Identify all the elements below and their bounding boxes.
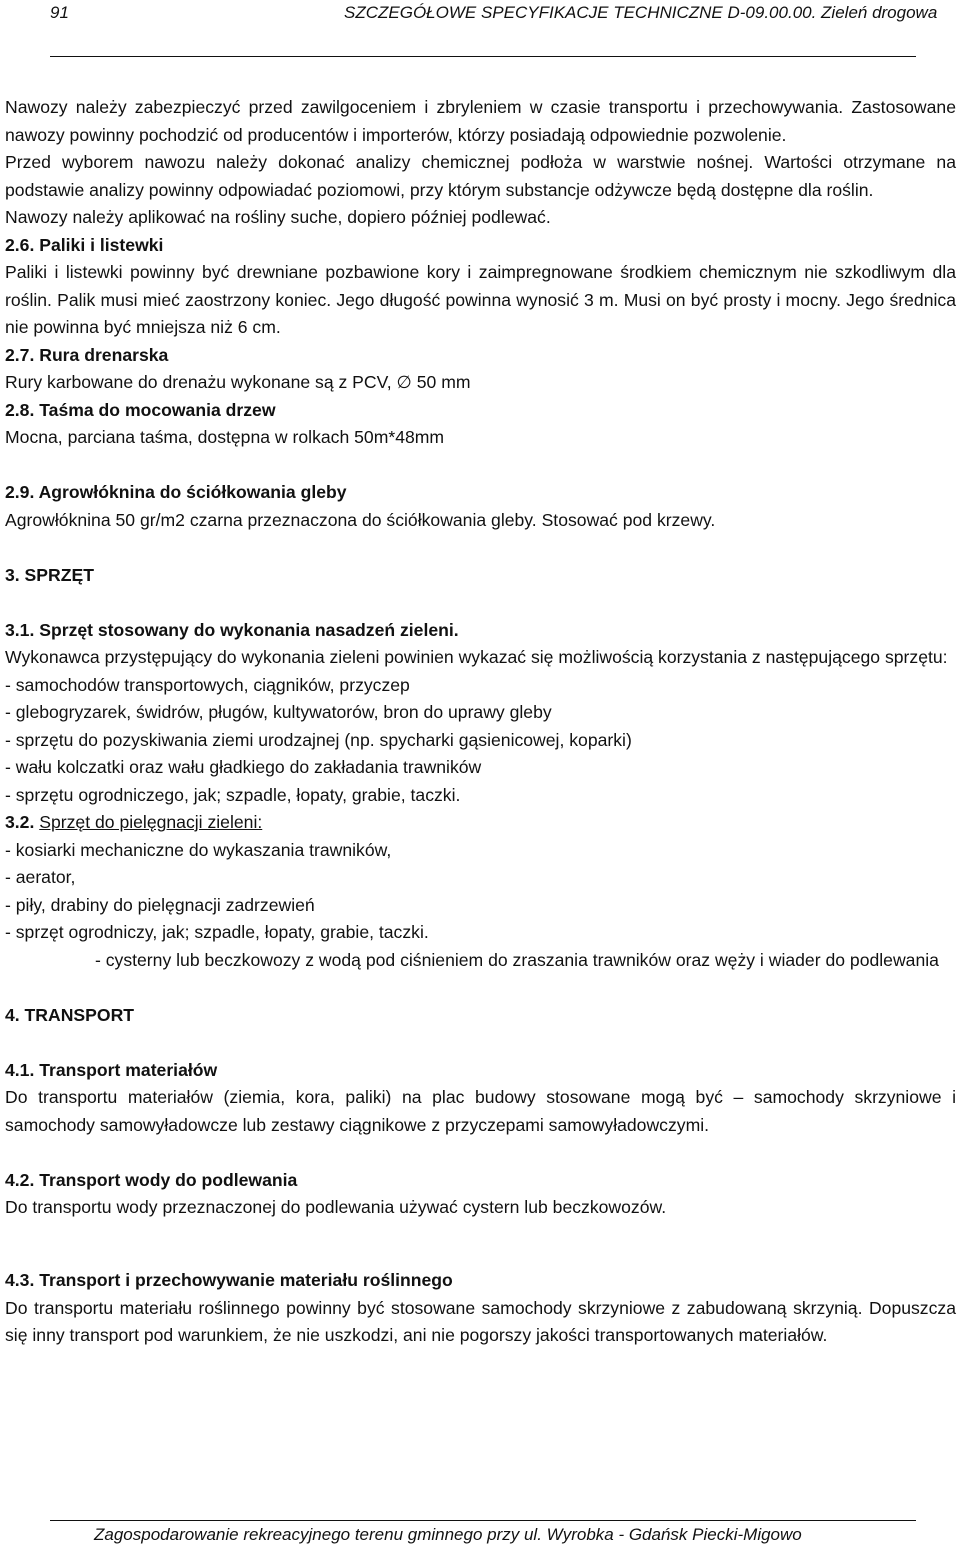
list-item: - sprzęt ogrodniczy, jak; szpadle, łopaty, grabie, taczki. [5, 922, 429, 942]
list-item: - glebogryzarek, świdrów, pługów, kultywatorów, bron do uprawy gleby [5, 702, 552, 722]
heading-4-3: 4.3. Transport i przechowywanie materiału roślinnego [5, 1270, 453, 1290]
diameter-icon: ∅ [396, 372, 412, 392]
list-item: - wału kolczatki oraz wału gładkiego do zakładania trawników [5, 757, 482, 777]
paragraph-4-3: Do transportu materiału roślinnego powinny być stosowane samochody skrzyniowe z zabudowaną skrzynią. Dopuszcza się inny transport pod warunkiem, że nie uszkodzi, ani nie pogorszy jakości transportowanych materiałów. [5, 1297, 956, 1345]
spacer [5, 589, 956, 617]
paragraph-2-9: Agrowłóknina 50 gr/m2 czarna przeznaczona do ściółkowania gleby. Stosować pod krzewy. [5, 509, 716, 530]
heading-4: 4. TRANSPORT [5, 1004, 135, 1025]
list-item: - sprzętu do pozyskiwania ziemi urodzajnej (np. spycharki gąsienicowej, koparki) [5, 729, 632, 750]
spacer [5, 534, 956, 562]
heading-3: 3. SPRZĘT [5, 564, 94, 585]
spacer [5, 1139, 956, 1167]
spacer [5, 1249, 956, 1267]
drain-pipe-size: 50 mm [416, 372, 471, 392]
paragraph-3-1: Wykonawca przystępujący do wykonania zieleni powinien wykazać się możliwością korzystania z następującego sprzętu: [5, 647, 948, 667]
heading-3-2-title: Sprzęt do pielęgnacji zieleni: [39, 812, 263, 832]
document-body [5, 94, 956, 1350]
list-item: - sprzętu ogrodniczego, jak; szpadle, łopaty, grabie, taczki. [5, 784, 461, 805]
list-item: - piły, drabiny do pielęgnacji zadrzewień [5, 894, 315, 915]
paragraph-2-6: Paliki i listewki powinny być drewniane pozbawione kory i zaimpregnowane środkiem chemicznym nie szkodliwym dla roślin. Palik musi mieć zaostrzony koniec. Jego długość powinna wynosić 3 m. Musi on być prosty i mocny. Jego średnica nie powinna być mniejsza niż 6 cm. [5, 262, 956, 337]
heading-4-2: 4.2. Transport wody do podlewania [5, 1169, 298, 1190]
paragraph-soil-analysis: Przed wyborem nawozu należy dokonać analizy chemicznej podłoża w warstwie nośnej. Wartości otrzymane na podstawie analizy powinny odpowiadać poziomowi, przy którym substancje odżywcze będą dostępne dla roślin. [5, 152, 956, 200]
equipment-list [5, 672, 956, 810]
list-item: - kosiarki mechaniczne do wykaszania trawników, [5, 839, 392, 860]
spacer [5, 974, 956, 1002]
paragraph-4-2: Do transportu wody przeznaczonej do podlewania używać cystern lub beczkowozów. [5, 1197, 667, 1217]
heading-2-9: 2.9. Agrowłóknina do ściółkowania gleby [5, 482, 347, 502]
maintenance-equipment-list [5, 837, 956, 947]
header-title: SZCZEGÓŁOWE SPECYFIKACJE TECHNICZNE D-09.00.00. Zieleń drogowa [344, 3, 938, 22]
header-divider [50, 56, 916, 57]
footer-divider [50, 1520, 916, 1521]
page-header [0, 0, 960, 40]
paragraph-2-7 [5, 369, 956, 397]
list-item: - samochodów transportowych, ciągników, przyczep [5, 674, 410, 695]
spacer [5, 452, 956, 480]
spacer [5, 1222, 956, 1250]
page-footer: Zagospodarowanie rekreacyjnego terenu gminnego przy ul. Wyrobka - Gdańsk Piecki-Migowo [94, 1525, 802, 1544]
spacer [5, 1029, 956, 1057]
heading-3-1: 3.1. Sprzęt stosowany do wykonania nasadzeń zieleni. [5, 619, 459, 640]
paragraph-4-1: Do transportu materiałów (ziemia, kora, paliki) na plac budowy stosowane mogą być – samochody skrzyniowe i samochody samowyładowcze lub zestawy ciągnikowe z przyczepami samowyładowczymi. [5, 1087, 956, 1135]
heading-2-8: 2.8. Taśma do mocowania drzew [5, 399, 276, 420]
list-item: - aerator, [5, 867, 76, 887]
paragraph-fertilizer-storage: Nawozy należy zabezpieczyć przed zawilgoceniem i zbryleniem w czasie transportu i przechowywania. Zastosowane nawozy powinny pochodzić od producentów i importerów, którzy posiadają odpowiednie pozwolenie. [5, 97, 956, 145]
heading-4-1: 4.1. Transport materiałów [5, 1059, 218, 1080]
list-item: - cysterny lub beczkowozy z wodą pod ciśnieniem do zraszania trawników oraz węży i wiader do podlewania [95, 949, 939, 970]
heading-3-2-number: 3.2. [5, 812, 35, 832]
paragraph-2-8: Mocna, parciana taśma, dostępna w rolkach 50m*48mm [5, 427, 445, 447]
page-number: 91 [50, 3, 69, 22]
drain-pipe-text: Rury karbowane do drenażu wykonane są z PCV, [5, 372, 392, 392]
heading-2-7: 2.7. Rura drenarska [5, 344, 169, 365]
heading-3-2 [5, 809, 956, 837]
heading-2-6: 2.6. Paliki i listewki [5, 234, 164, 255]
paragraph-fertilizer-application: Nawozy należy aplikować na rośliny suche, dopiero później podlewać. [5, 207, 551, 227]
